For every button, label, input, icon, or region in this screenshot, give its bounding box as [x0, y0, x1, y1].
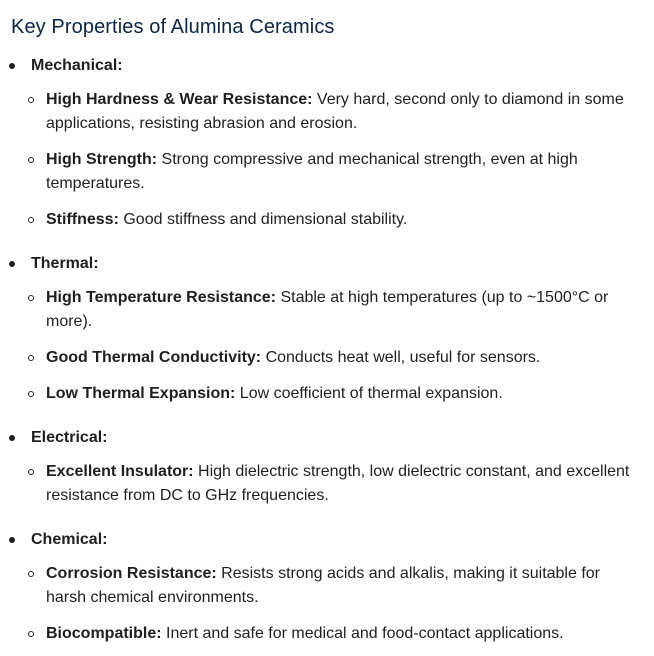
item-term: Good Thermal Conductivity:: [46, 349, 262, 366]
item-term: Stiffness:: [46, 211, 119, 228]
bullet-circle-icon: [28, 157, 34, 163]
item-description: Stable at high temperatures (up to ~1500°C or more).: [46, 289, 609, 330]
section-heading: [0, 530, 300, 550]
item-text: [46, 148, 640, 196]
item-description: Resists strong acids and alkalis, making it suitable for harsh chemical environments.: [46, 565, 600, 606]
item-term: High Strength:: [46, 151, 158, 168]
bullet-circle-icon: [28, 97, 34, 103]
item-term: Corrosion Resistance:: [46, 565, 217, 582]
item-text: [46, 88, 640, 136]
item-description: Conducts heat well, useful for sensors.: [261, 349, 541, 366]
bullet-circle-icon: [28, 469, 34, 475]
bullet-circle-icon: [28, 391, 34, 397]
item-description: High dielectric strength, low dielectric constant, and excellent resistance from DC to GHz frequencies.: [46, 463, 630, 504]
item-term: Biocompatible:: [46, 625, 162, 642]
item-description: Low coefficient of thermal expansion.: [235, 385, 503, 402]
bullet-circle-icon: [28, 631, 34, 637]
bullet-circle-icon: [28, 217, 34, 223]
bullet-disc-icon: [9, 63, 15, 69]
item-description: Strong compressive and mechanical strength, even at high temperatures.: [46, 151, 578, 192]
section-heading: [0, 428, 300, 448]
section-label: Thermal:: [31, 255, 99, 272]
item-text: [46, 382, 640, 406]
item-text: [46, 208, 640, 232]
bullet-disc-icon: [9, 435, 15, 441]
item-description: Very hard, second only to diamond in some applications, resisting abrasion and erosion.: [46, 91, 624, 132]
item-text: [46, 346, 640, 370]
item-term: High Hardness & Wear Resistance:: [46, 91, 313, 108]
item-text: [46, 622, 640, 646]
bullet-disc-icon: [9, 537, 15, 543]
item-description: Inert and safe for medical and food-contact applications.: [161, 625, 564, 642]
item-text: [46, 562, 640, 610]
item-description: Good stiffness and dimensional stability.: [118, 211, 408, 228]
section-label: Mechanical:: [31, 57, 123, 74]
section-heading: [0, 254, 300, 274]
item-term: Low Thermal Expansion:: [46, 385, 236, 402]
bullet-circle-icon: [28, 355, 34, 361]
section-heading: [0, 56, 300, 76]
item-term: Excellent Insulator:: [46, 463, 194, 480]
item-term: High Temperature Resistance:: [46, 289, 276, 306]
item-text: [46, 286, 640, 334]
bullet-circle-icon: [28, 571, 34, 577]
bullet-disc-icon: [9, 261, 15, 267]
bullet-circle-icon: [28, 295, 34, 301]
section-label: Chemical:: [31, 531, 108, 548]
item-text: [46, 460, 640, 508]
section-label: Electrical:: [31, 429, 108, 446]
page-title: Key Properties of Alumina Ceramics: [11, 16, 335, 38]
